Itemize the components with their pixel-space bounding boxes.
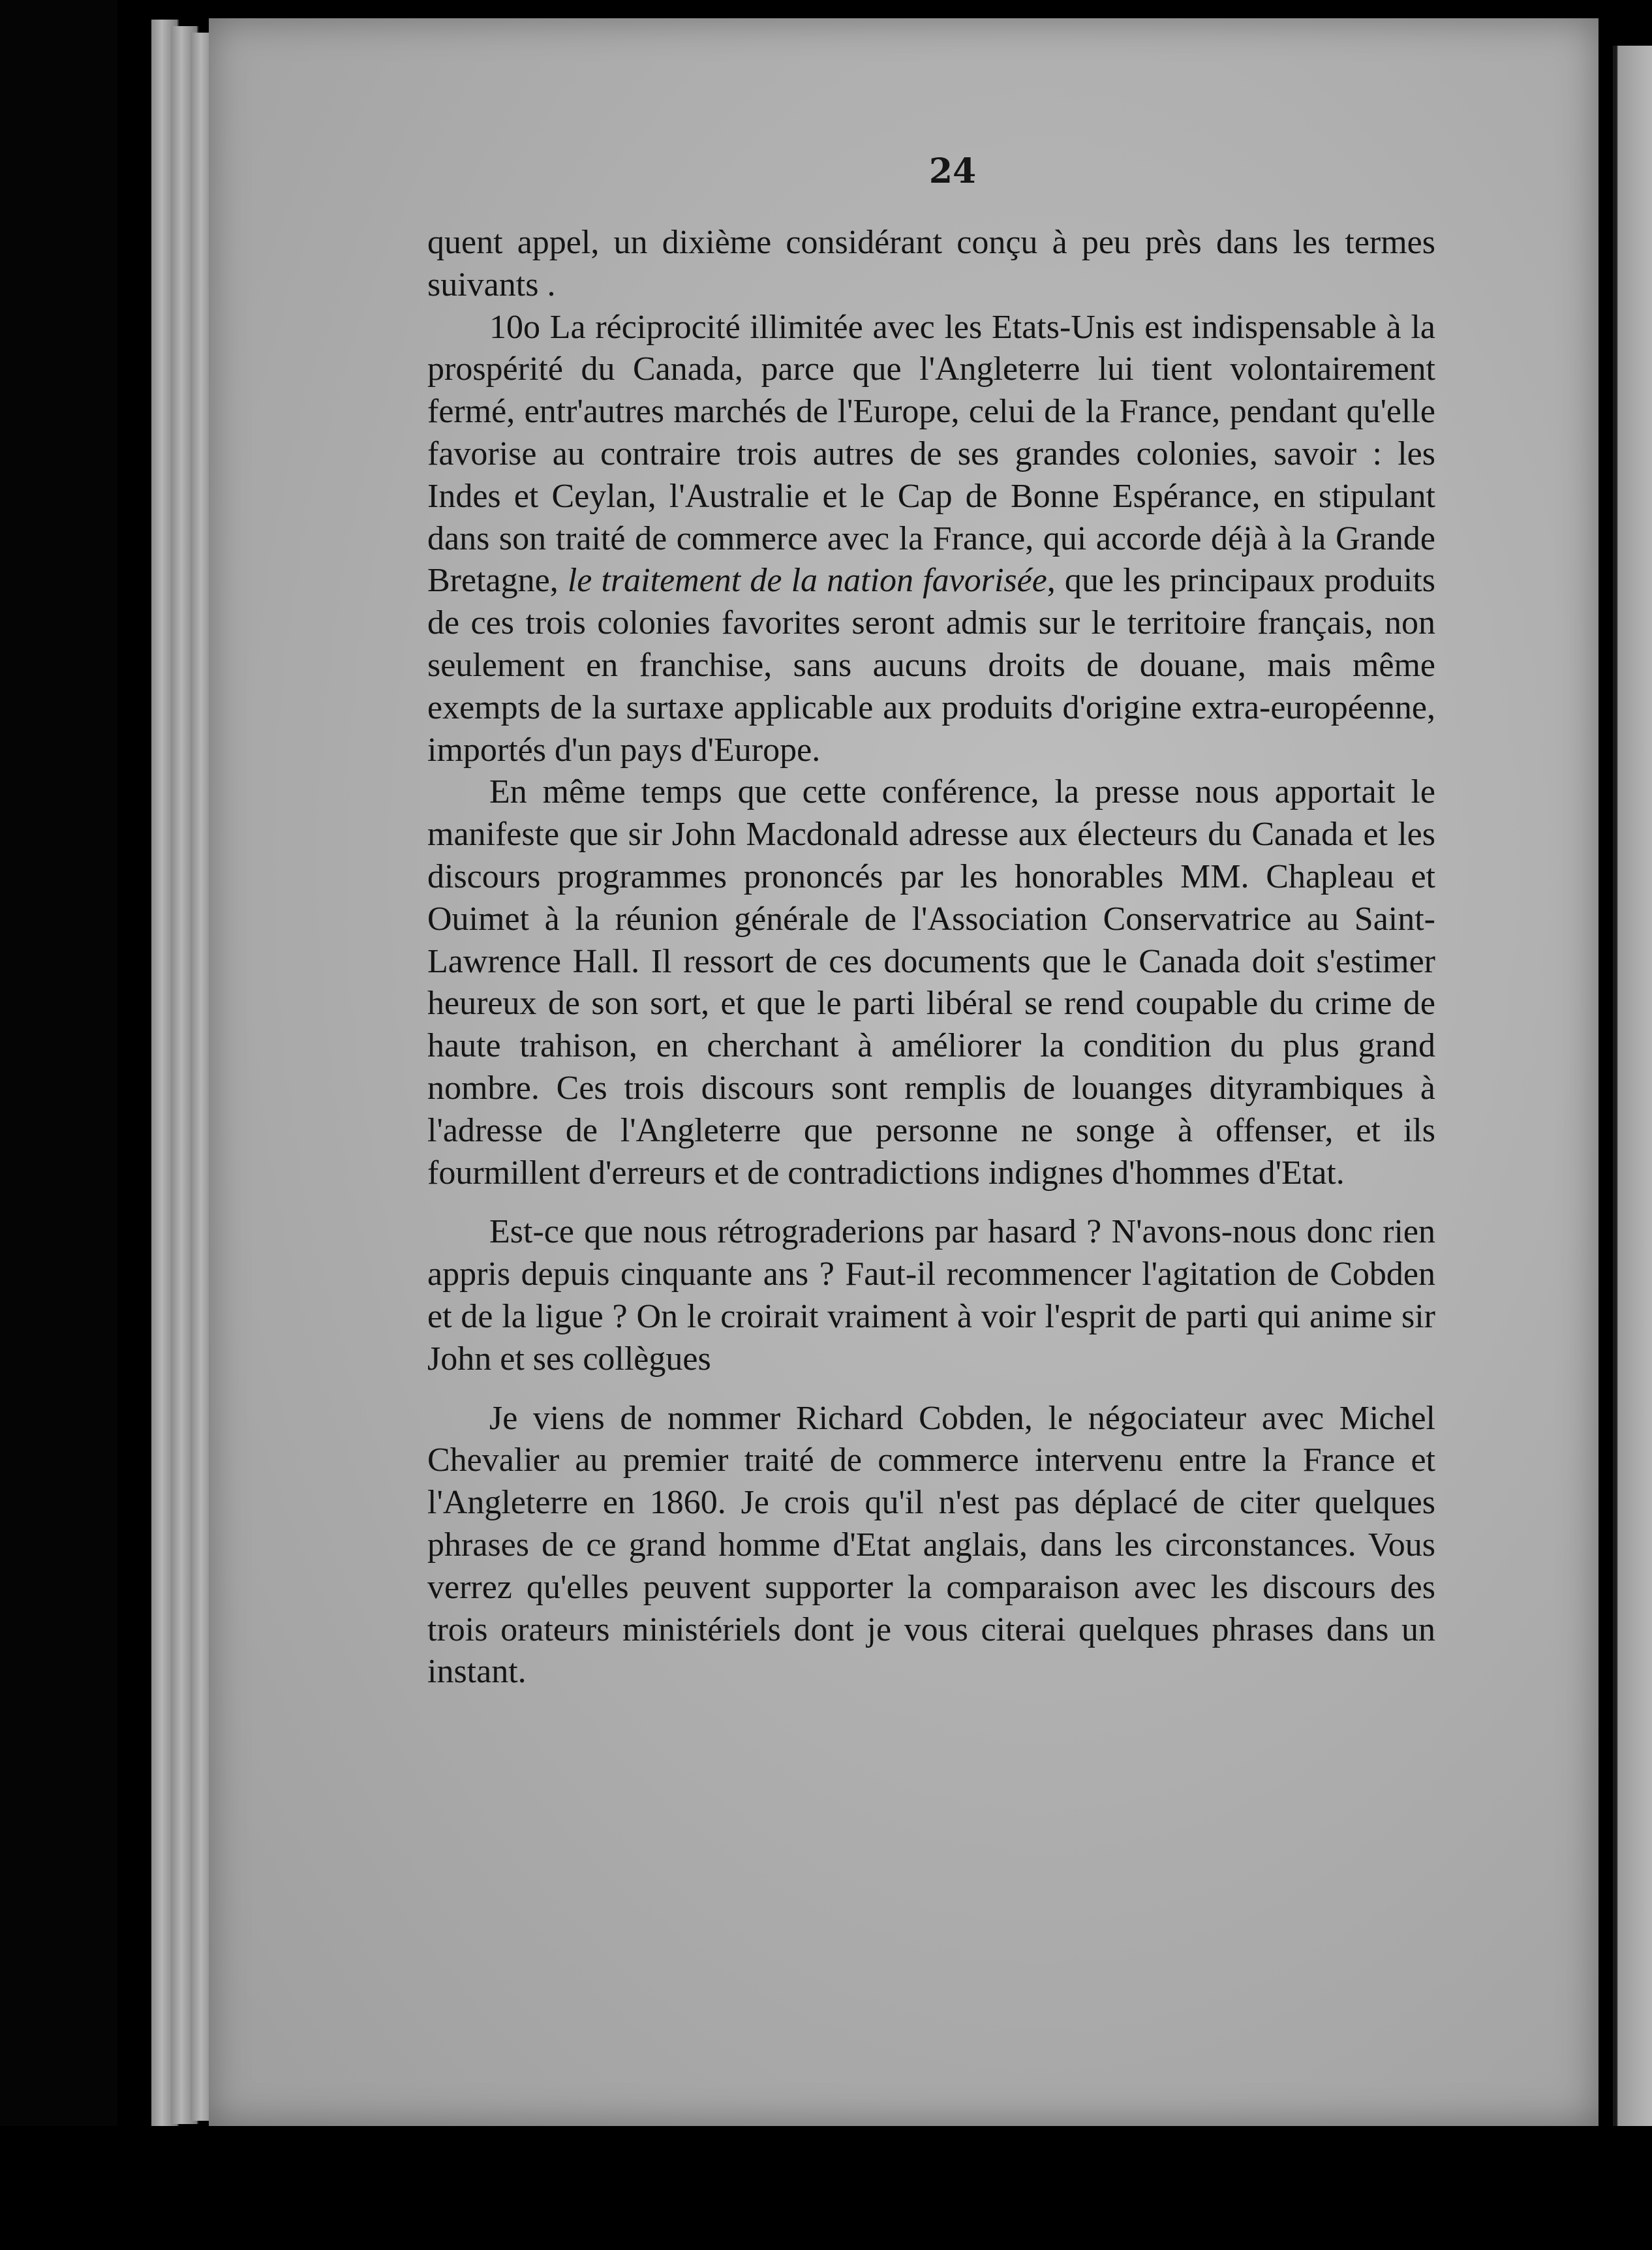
body-text bbox=[427, 222, 1435, 1693]
paragraph-text: , que les principaux produits de ces trois colonies favorites seront admis sur le territoire français, non seulement en franchise, sans aucuns droits de douane, mais même exempts de la surtaxe applicable aux produits d'origine extra-européenne, importés d'un pays d'Europe. bbox=[427, 562, 1435, 769]
italic-phrase: le traitement de la nation favorisée bbox=[567, 562, 1047, 600]
paragraph-cobden: Je viens de nommer Richard Cobden, le négociateur avec Michel Chevalier au premier traité de commerce intervenu entre la France et l'Angleterre en 1860. Je crois qu'il n'est pas déplacé de citer quelques phrases de ce grand homme d'Etat anglais, dans les circonstances. Vous verrez qu'elles peuvent supporter la comparaison avec les discours des trois orateurs ministériels dont je vous citerai quelques phrases dans un instant. bbox=[427, 1399, 1435, 1691]
scan-background-bottom bbox=[0, 2126, 1652, 2250]
facing-page-edge bbox=[1613, 46, 1652, 2166]
paragraph-continuation: quent appel, un dixième considérant conçu à peu près dans les termes suivants . bbox=[427, 224, 1435, 303]
scan-background-left bbox=[0, 0, 117, 2250]
paragraph-retrograderions: Est-ce que nous rétrograderions par hasard ? N'avons-nous donc rien appris depuis cinquante ans ? Faut-il recommencer l'agitation de Cobden et de la ligue ? On le croirait vraiment à voir l'esprit de parti qui anime sir John et ses collègues bbox=[427, 1213, 1435, 1378]
paragraph-manifeste: En même temps que cette conférence, la presse nous apportait le manifeste que sir John Macdonald adresse aux électeurs du Canada et les discours programmes prononcés par les honorables MM. Chapleau et Ouimet à la réunion générale de l'Association Conservatrice au Saint-Lawrence Hall. Il ressort de ces documents que le Canada doit s'estimer heureux de son sort, et que le parti libéral se rend coupable du crime de haute trahison, en cherchant à améliorer la condition du plus grand nombre. Ces trois discours sont remplis de louanges dityrambiques à l'adresse de l'Angleterre que personne ne songe à offenser, et ils fourmillent d'erreurs et de contradictions indignes d'hommes d'Etat. bbox=[427, 773, 1435, 1192]
page-number: 24 bbox=[928, 151, 977, 191]
paragraph-considerant bbox=[427, 307, 1435, 772]
paragraph-text: 10o La réciprocité illimitée avec les Etats-Unis est indispensable à la prospérité du Canada, parce que l'Angleterre lui tient volontairement fermé, entr'autres marchés de l'Europe, celui de la France, pendant qu'elle favorise au contraire trois autres de ses grandes colonies, savoir : les Indes et Ceylan, l'Australie et le Cap de Bonne Espérance, en stipulant dans son traité de commerce avec la France, qui accorde déjà à la Grande Bretagne, bbox=[427, 308, 1435, 600]
